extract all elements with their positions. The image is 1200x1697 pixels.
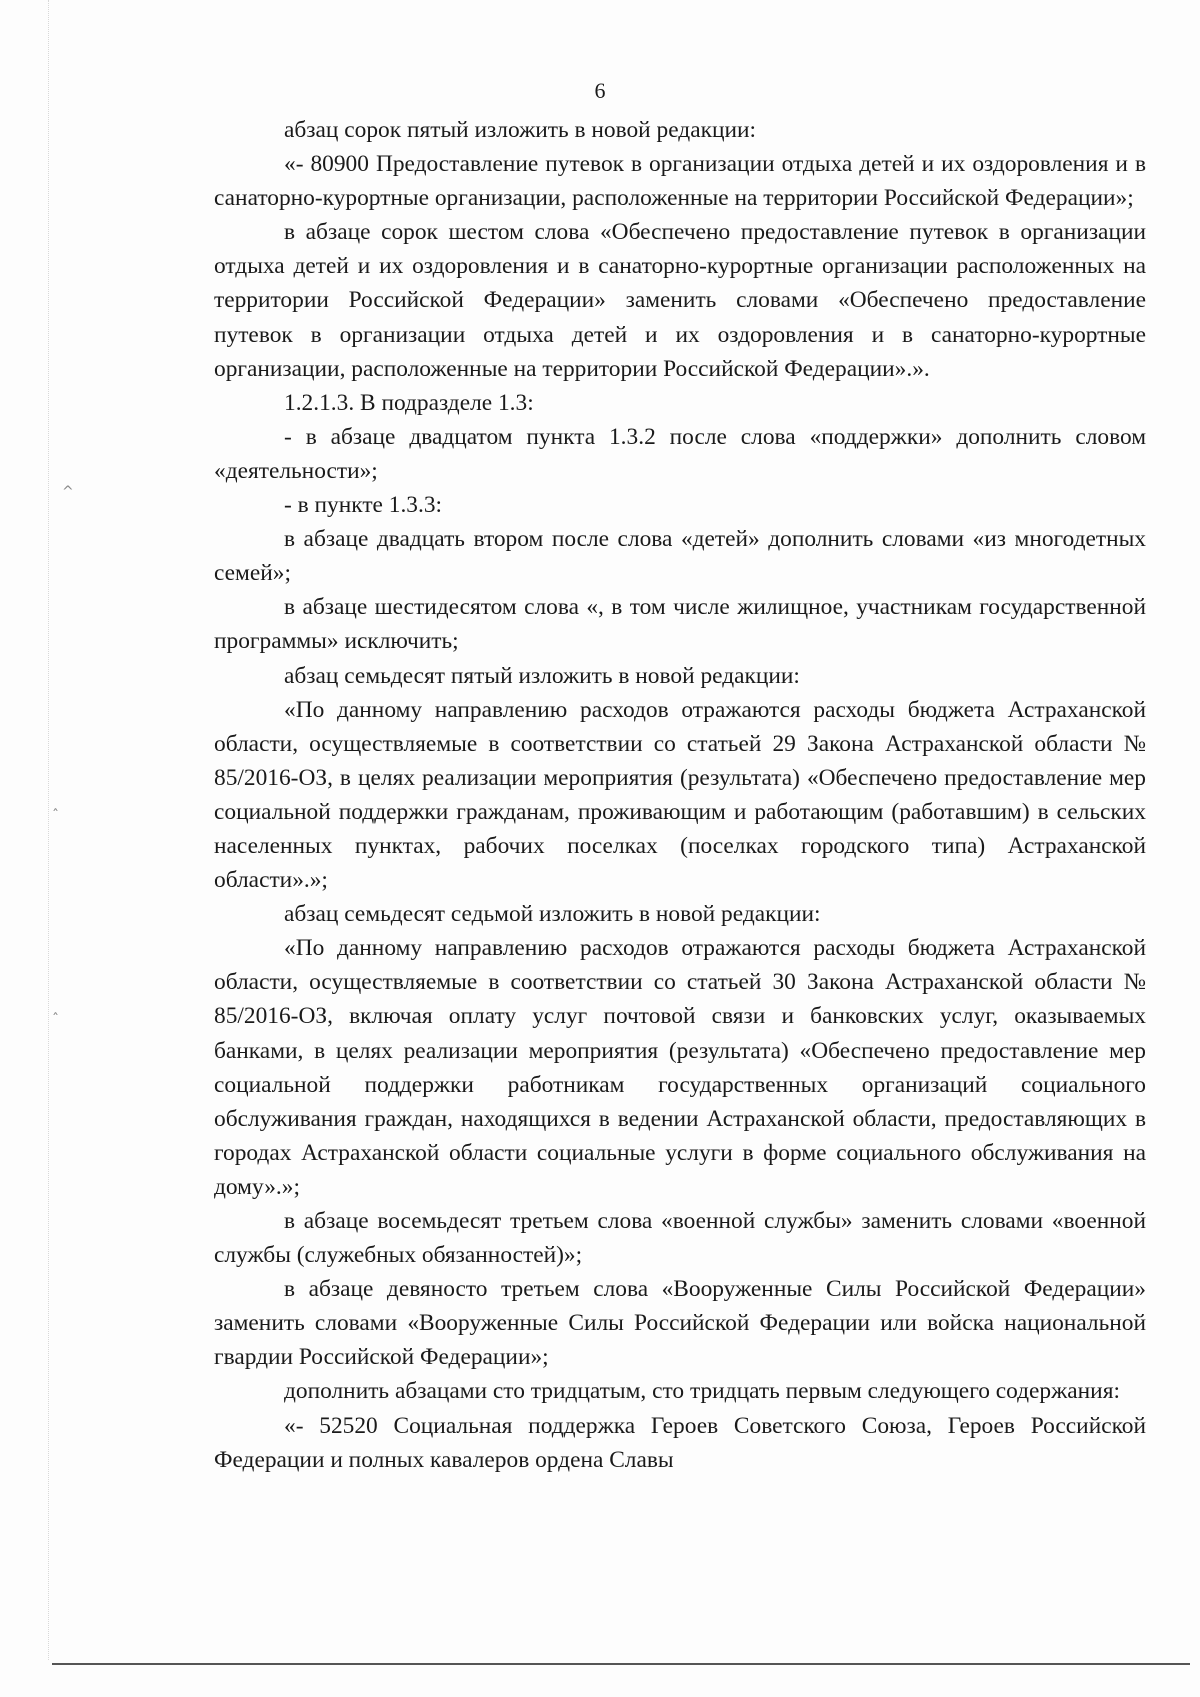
paragraph: абзац сорок пятый изложить в новой редакции: xyxy=(284,117,757,143)
paragraph: в абзаце девяносто третьем слова «Вооруженные Силы Российской Федерации» заменить словами «Вооруженные Силы Российской Федерации или войска национальной гвардии Российской Федерации»; xyxy=(214,1276,1146,1371)
paragraph: - в пункте 1.3.3: xyxy=(284,492,443,519)
scan-speck: ^ xyxy=(62,484,74,500)
paragraph: «- 52520 Социальная поддержка Героев Советского Союза, Героев Российской Федерации и полных кавалеров ордена Славы xyxy=(214,1412,1146,1473)
paragraph: в абзаце восемьдесят третьем слова «военной службы» заменить словами «военной службы (служебных обязанностей)»; xyxy=(214,1208,1146,1269)
paragraph: в абзаце сорок шестом слова «Обеспечено предоставление путевок в организации отдыха детей и их оздоровления и в санаторно-курортные организации расположенных на территории Российской Федерации» заменить словами «Обеспечено предоставление путевок в организации отдыха детей и их оздоровления и в санаторно-курортные организации, расположенные на территории Российской Федерации».». xyxy=(214,219,1146,382)
paragraph: в абзаце двадцать втором после слова «детей» дополнить словами «из многодетных семей»; xyxy=(214,526,1146,587)
scan-margin-line xyxy=(48,0,49,1660)
paragraph: в абзаце шестидесятом слова «, в том числе жилищное, участникам государственной программы» исключить; xyxy=(214,594,1146,655)
paragraph: «По данному направлению расходов отражаются расходы бюджета Астраханской области, осуществляемые в соответствии со статьей 30 Закона Астраханской области № 85/2016-ОЗ, включая оплату услуг почтовой связи и банковских услуг, оказываемых банками, в целях реализации мероприятия (результата) «Обеспечено предоставление мер социальной поддержки работникам государственных организаций социального обслуживания граждан, находящихся в ведении Астраханской области, предоставляющих в городах Астраханской области социальные услуги в форме социального обслуживания на дому».»; xyxy=(214,935,1146,1200)
bottom-rule xyxy=(52,1663,1190,1665)
page-number: 6 xyxy=(594,78,606,103)
scan-speck: ˆ xyxy=(52,808,59,824)
paragraph: «- 80900 Предоставление путевок в организации отдыха детей и их оздоровления и в санаторно-курортные организации, расположенные на территории Российской Федерации»; xyxy=(214,151,1146,212)
scan-speck: ˆ xyxy=(52,1012,59,1028)
paragraph: - в абзаце двадцатом пункта 1.3.2 после слова «поддержки» дополнить словом «деятельности»; xyxy=(214,423,1146,484)
document-body xyxy=(214,113,1146,1477)
paragraph: 1.2.1.3. В подразделе 1.3: xyxy=(284,389,534,416)
paragraph: абзац семьдесят пятый изложить в новой редакции: xyxy=(284,662,800,689)
paragraph: дополнить абзацами сто тридцатым, сто тридцать первым следующего содержания: xyxy=(284,1378,1120,1405)
paragraph: «По данному направлению расходов отражаются расходы бюджета Астраханской области, осуществляемые в соответствии со статьей 29 Закона Астраханской области № 85/2016-ОЗ, в целях реализации мероприятия (результата) «Обеспечено предоставление мер социальной поддержки гражданам, проживающим и работающим (работавшим) в сельских населенных пунктах, рабочих поселках (поселках городского типа) Астраханской области».»; xyxy=(214,696,1146,894)
paragraph: абзац семьдесят седьмой изложить в новой редакции: xyxy=(284,901,821,928)
